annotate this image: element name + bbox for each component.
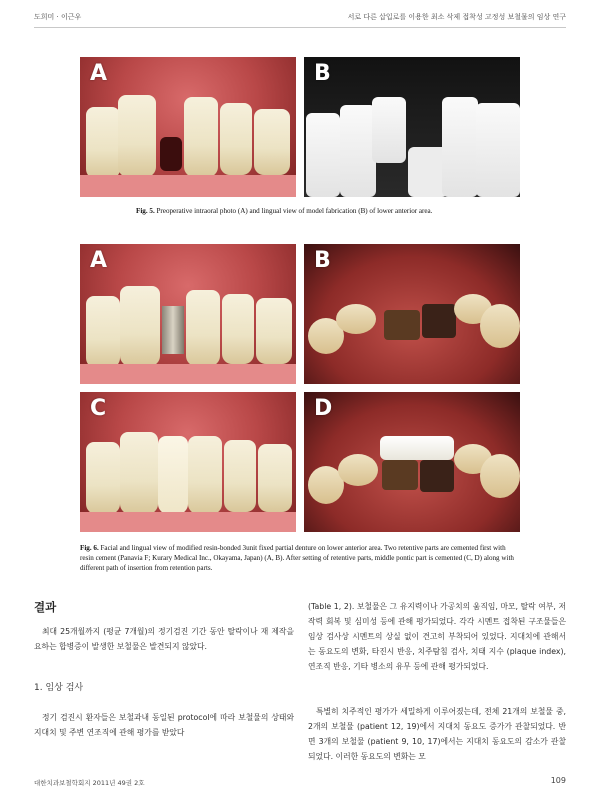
journal-footer: 대한치과보철학회지 2011년 49권 2호 xyxy=(34,779,145,787)
fig5-caption-text: Preoperative intraoral photo (A) and lingual view of model fabrication (B) of lower anterior area. xyxy=(154,207,433,215)
right-column-paragraph-2: 특별히 치주적인 평가가 세밀하게 이루어졌는데, 전체 21개의 보철물 중, 2개의 보철물 (patient 12, 19)에서 지대치 동요도 증가가 관찰되었다. 반면 3개의 보철물 (patient 9, 10, 17)에서는 지대치 동요도의 감소가 관찰되었다. 이러한 동요도의 변화는 모 xyxy=(308,707,566,761)
panel-label-b: B xyxy=(314,61,331,86)
section-title-results: 결과 xyxy=(34,600,57,614)
fig6-photo-a xyxy=(80,244,296,384)
panel-label-b: B xyxy=(314,248,331,273)
fig5-photo-b xyxy=(304,57,520,197)
panel-label-c: C xyxy=(90,396,107,421)
fig6-photo-b xyxy=(304,244,520,384)
clinical-exam-paragraph: 정기 검진시 환자들은 보철과내 동일된 protocol에 따라 보철물의 상태와 지대치 및 주변 연조직에 관해 평가를 받았다 xyxy=(34,713,294,737)
fig6-caption-text: Facial and lingual view of modified resin-bonded 3unit fixed partial denture on lower anterior area. Two retentive parts are cemented first with resin cement (Panavia F; Kurary Medical Inc., Okayama, Japan) (A, B). After setting of retentive parts, middle pontic part is cemented (C, D) along with different path of insertion from retention parts. xyxy=(80,544,514,572)
page-number: 109 xyxy=(550,776,566,785)
results-intro-paragraph: 최대 25개월까지 (평균 7개월)의 정기검진 기간 동안 탈락이나 재 제작을 요하는 합병증이 발생한 보철물은 발견되지 않았다. xyxy=(34,627,294,651)
fig5-caption xyxy=(136,206,556,216)
panel-label-d: D xyxy=(314,396,333,421)
panel-label-a: A xyxy=(90,248,108,273)
running-header-authors: 도희미 · 이근우 xyxy=(34,13,82,21)
running-header-title: 서로 다른 삽입로를 이용한 최소 삭제 접착성 고정성 보철물의 임상 연구 xyxy=(347,13,566,21)
subsection-heading: 1. 임상 검사 xyxy=(34,683,84,693)
header-rule xyxy=(34,27,566,28)
fig5-label: Fig. 5. xyxy=(136,207,155,215)
fig6-label: Fig. 6. xyxy=(80,544,99,552)
right-column-paragraph-1: (Table 1, 2). 보철물은 그 유지력이나 가공치의 움직임, 마모, 탈락 여부, 저작력 회복 및 심미성 등에 관해 평가되었다. 각각 시멘트 접착된 구조물들은 임상 검사상 시멘트의 상실 없이 견고히 부착되어 있었다. 지대치에 관해서는 동요도의 변화, 타진시 반응, 치주탐침 검사, 치태 지수 (plaque index), 연조직 반응, 기타 병소의 유무 등에 관해 평가되었다. xyxy=(308,602,566,671)
fig6-photo-d xyxy=(304,392,520,532)
fig6-caption xyxy=(80,543,520,573)
fig5-photo-a xyxy=(80,57,296,197)
panel-label-a: A xyxy=(90,61,108,86)
fig6-photo-c xyxy=(80,392,296,532)
